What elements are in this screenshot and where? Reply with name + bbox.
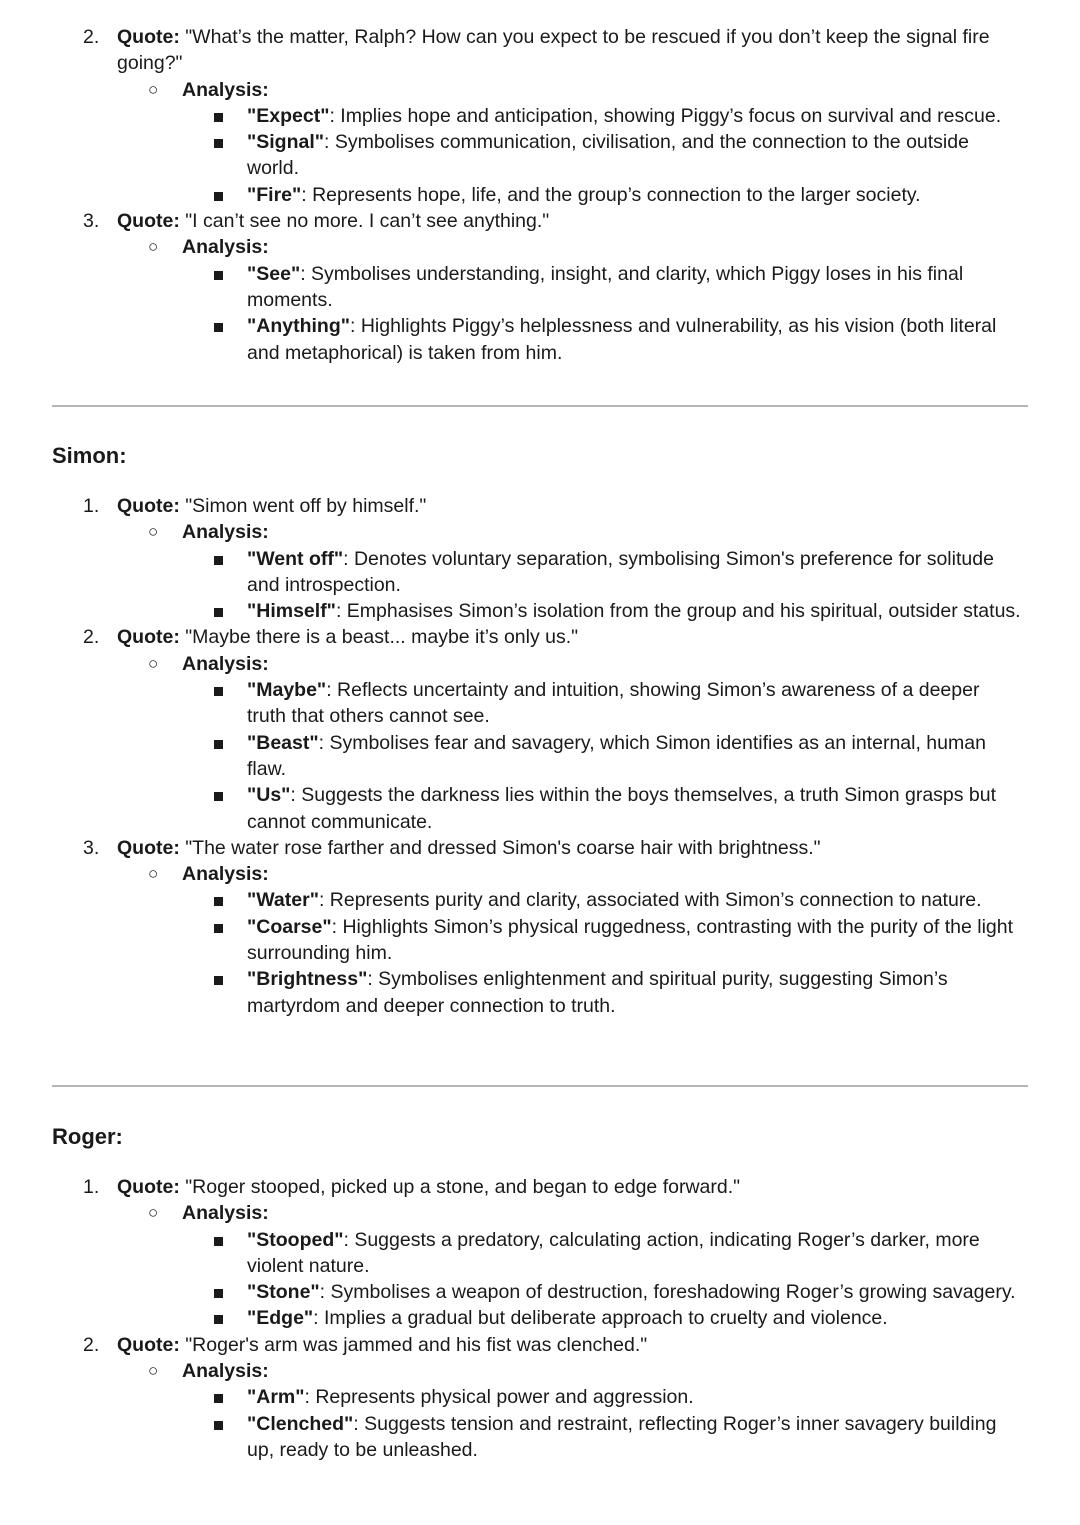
square-bullet-icon	[214, 687, 223, 696]
point-term: "See"	[247, 262, 301, 285]
point-term: "Maybe"	[247, 679, 327, 702]
quote-number: 3.	[83, 210, 100, 233]
section-divider	[52, 1085, 1028, 1087]
quote-text: "I can’t see no more. I can’t see anything."	[179, 210, 550, 233]
analysis-point	[0, 103, 1080, 129]
square-bullet-icon	[214, 323, 223, 332]
analysis-heading	[0, 234, 1080, 260]
hollow-circle-bullet-icon: ○	[148, 237, 159, 257]
point-term: "Water"	[247, 889, 319, 912]
quote-label: Quote:	[117, 626, 180, 649]
analysis-point	[0, 261, 1080, 314]
point-text: : Suggests tension and restraint, reflecting Roger’s inner savagery building up, ready to be unleashed.	[247, 1412, 997, 1461]
analysis-point	[0, 1227, 1080, 1280]
point-text: : Represents hope, life, and the group’s connection to the larger society.	[301, 183, 921, 206]
quote-text: "Maybe there is a beast... maybe it’s only us."	[179, 626, 579, 649]
quote-label: Quote:	[117, 836, 180, 859]
quote-item	[0, 1332, 1080, 1358]
quote-number: 2.	[83, 1333, 100, 1356]
analysis-point	[0, 1411, 1080, 1464]
point-term: "Coarse"	[247, 915, 332, 938]
square-bullet-icon	[214, 113, 223, 122]
quote-item	[0, 1174, 1080, 1200]
piggy-quote-list	[0, 24, 1080, 366]
point-term: "Fire"	[247, 183, 302, 206]
point-text: : Symbolises communication, civilisation, and the connection to the outside world.	[247, 131, 969, 180]
square-bullet-icon	[214, 271, 223, 280]
analysis-heading	[0, 861, 1080, 887]
quote-text: "Roger stooped, picked up a stone, and began to edge forward."	[179, 1176, 741, 1198]
square-bullet-icon	[214, 556, 223, 565]
square-bullet-icon	[214, 1289, 223, 1298]
point-term: "Went off"	[247, 547, 344, 570]
quote-item	[0, 493, 1080, 519]
section-heading-simon: Simon:	[52, 443, 127, 468]
hollow-circle-bullet-icon: ○	[148, 1203, 159, 1223]
analysis-heading	[0, 77, 1080, 103]
point-term: "Edge"	[247, 1307, 314, 1330]
quote-item	[0, 208, 1080, 234]
point-term: "Us"	[247, 784, 291, 807]
square-bullet-icon	[214, 139, 223, 148]
point-text: : Implies a gradual but deliberate approach to cruelty and violence.	[313, 1307, 888, 1330]
hollow-circle-bullet-icon: ○	[148, 1361, 159, 1381]
hollow-circle-bullet-icon: ○	[148, 653, 159, 673]
analysis-label: Analysis:	[182, 1360, 269, 1383]
point-text: : Suggests the darkness lies within the boys themselves, a truth Simon grasps but cannot communicate.	[247, 784, 997, 833]
square-bullet-icon	[214, 740, 223, 749]
point-text: : Symbolises fear and savagery, which Simon identifies as an internal, human flaw.	[247, 731, 986, 780]
analysis-label: Analysis:	[182, 236, 269, 259]
analysis-point	[0, 782, 1080, 835]
square-bullet-icon	[214, 608, 223, 617]
square-bullet-icon	[214, 1315, 223, 1324]
analysis-point	[0, 966, 1080, 1019]
analysis-point	[0, 1384, 1080, 1410]
point-term: "Himself"	[247, 600, 336, 623]
quote-item	[0, 24, 1080, 77]
analysis-label: Analysis:	[182, 863, 269, 886]
point-term: "Signal"	[247, 131, 325, 154]
point-term: "Stone"	[247, 1281, 320, 1304]
analysis-label: Analysis:	[182, 521, 269, 544]
square-bullet-icon	[214, 792, 223, 801]
quote-number: 1.	[83, 495, 100, 517]
quote-number: 1.	[83, 1176, 100, 1198]
point-term: "Beast"	[247, 731, 319, 754]
analysis-point	[0, 313, 1080, 366]
analysis-heading	[0, 1200, 1080, 1226]
hollow-circle-bullet-icon: ○	[148, 522, 159, 542]
point-text: : Symbolises a weapon of destruction, foreshadowing Roger’s growing savagery.	[319, 1281, 1016, 1304]
analysis-point	[0, 677, 1080, 730]
analysis-heading	[0, 519, 1080, 545]
quote-label: Quote:	[117, 1333, 180, 1356]
hollow-circle-bullet-icon: ○	[148, 864, 159, 884]
analysis-point	[0, 598, 1080, 624]
point-text: : Highlights Simon’s physical ruggedness, contrasting with the purity of the light surrounding him.	[247, 915, 1014, 965]
quote-text: "The water rose farther and dressed Simon's coarse hair with brightness."	[179, 836, 821, 859]
analysis-point	[0, 182, 1080, 208]
square-bullet-icon	[214, 1237, 223, 1246]
point-text: : Represents physical power and aggression.	[304, 1386, 694, 1409]
section-divider	[52, 405, 1028, 407]
quote-item	[0, 624, 1080, 650]
point-term: "Expect"	[247, 104, 330, 127]
quote-label: Quote:	[117, 495, 180, 517]
square-bullet-icon	[214, 1421, 223, 1430]
point-term: "Brightness"	[247, 968, 368, 991]
quote-number: 2.	[83, 626, 100, 649]
point-text: : Denotes voluntary separation, symbolising Simon's preference for solitude and introspection.	[247, 547, 994, 596]
roger-quote-list	[0, 1174, 1080, 1463]
point-text: : Implies hope and anticipation, showing Piggy’s focus on survival and rescue.	[329, 104, 1002, 127]
analysis-point	[0, 730, 1080, 783]
analysis-label: Analysis:	[182, 1202, 269, 1225]
analysis-point	[0, 914, 1080, 967]
analysis-label: Analysis:	[182, 78, 269, 101]
analysis-point	[0, 887, 1080, 913]
point-text: : Symbolises enlightenment and spiritual purity, suggesting Simon’s martyrdom and deeper connection to truth.	[247, 968, 948, 1017]
quote-text: "Roger's arm was jammed and his fist was clenched."	[179, 1333, 648, 1356]
analysis-point	[0, 1305, 1080, 1331]
quote-number: 3.	[83, 836, 100, 859]
analysis-label: Analysis:	[182, 652, 269, 675]
analysis-heading	[0, 1358, 1080, 1384]
analysis-point	[0, 1279, 1080, 1305]
point-term: "Clenched"	[247, 1412, 354, 1435]
point-term: "Stooped"	[247, 1228, 344, 1251]
point-text: : Highlights Piggy’s helplessness and vulnerability, as his vision (both literal and metaphorical) is taken from him.	[247, 315, 997, 364]
square-bullet-icon	[214, 976, 223, 985]
quote-label: Quote:	[117, 210, 180, 233]
square-bullet-icon	[214, 1394, 223, 1403]
analysis-point	[0, 129, 1080, 182]
quote-label: Quote:	[117, 1176, 180, 1198]
quote-text: "What’s the matter, Ralph? How can you expect to be rescued if you don’t keep the signal fire going?"	[117, 26, 990, 75]
analysis-heading	[0, 651, 1080, 677]
square-bullet-icon	[214, 192, 223, 201]
section-heading-roger: Roger:	[52, 1124, 123, 1149]
quote-text: "Simon went off by himself."	[179, 495, 427, 517]
point-text: : Reflects uncertainty and intuition, showing Simon’s awareness of a deeper truth that others cannot see.	[247, 679, 980, 728]
analysis-point	[0, 546, 1080, 599]
point-text: : Symbolises understanding, insight, and clarity, which Piggy loses in his final moments.	[247, 262, 964, 311]
hollow-circle-bullet-icon: ○	[148, 79, 159, 99]
point-text: : Suggests a predatory, calculating action, indicating Roger’s darker, more violent nature.	[247, 1228, 980, 1277]
point-term: "Arm"	[247, 1386, 305, 1409]
quote-number: 2.	[83, 26, 100, 48]
square-bullet-icon	[214, 897, 223, 906]
quote-label: Quote:	[117, 26, 180, 48]
simon-quote-list	[0, 493, 1080, 1019]
quote-item	[0, 835, 1080, 861]
point-text: : Represents purity and clarity, associated with Simon’s connection to nature.	[318, 889, 982, 912]
square-bullet-icon	[214, 924, 223, 933]
point-term: "Anything"	[247, 315, 350, 338]
point-text: : Emphasises Simon’s isolation from the group and his spiritual, outsider status.	[335, 600, 1021, 623]
